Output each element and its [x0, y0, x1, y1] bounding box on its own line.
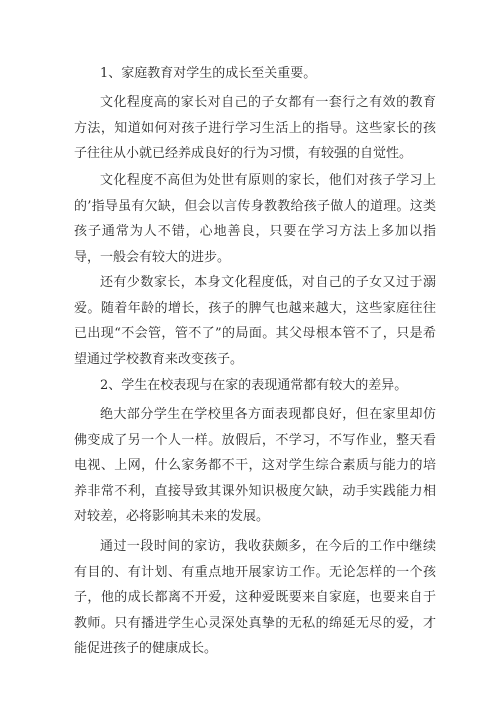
paragraph-school-vs-home: 绝大部分学生在学校里各方面表现都良好，但在家里却仿佛变成了另一个人一样。放假后，不学习，不写作业，整天看电视、上网，什么家务都不干，这对学生综合素质与能力的培养非常不利，直接导致其课外知识极度欠缺，动手实践能力相对较差，必将影响其未来的发展。 — [74, 407, 436, 525]
section-heading-2: 2、学生在校表现与在家的表现通常都有较大的差异。 — [100, 378, 408, 393]
paragraph-educated-parents: 文化程度高的家长对自己的子女都有一套行之有效的教育方法，知道如何对孩子进行学习生活上的指导。这些家长的孩子往往从小就已经养成良好的行为习惯，有较强的自觉性。 — [74, 95, 436, 162]
paragraph-doting-parents: 还有少数家长，本身文化程度低，对自己的子女又过于溺爱。随着年龄的增长，孩子的脾气也越来越大，这些家庭往往已出现“不会管，管不了”的局面。其父母根本管不了，只是希望通过学校教育来改变孩子。 — [74, 275, 436, 367]
paragraph-home-visit-conclusion: 通过一段时间的家访，我收获颇多，在今后的工作中继续有目的、有计划、有重点地开展家访工作。无论怎样的一个孩子，他的成长都离不开爱，这种爱既要来自家庭，也要来自于教师。只有播进学生心灵深处真挚的无私的绵延无尽的爱，才能促进孩子的健康成长。 — [74, 539, 436, 657]
section-heading-1: 1、家庭教育对学生的成长至关重要。 — [100, 66, 317, 81]
paragraph-principled-parents: 文化程度不高但为处世有原则的家长，他们对孩子学习上的’指导虽有欠缺，但会以言传身教教给孩子做人的道理。这类孩子通常为人不错，心地善良，只要在学习方法上多加以指导，一般会有较大的进步。 — [74, 173, 436, 265]
